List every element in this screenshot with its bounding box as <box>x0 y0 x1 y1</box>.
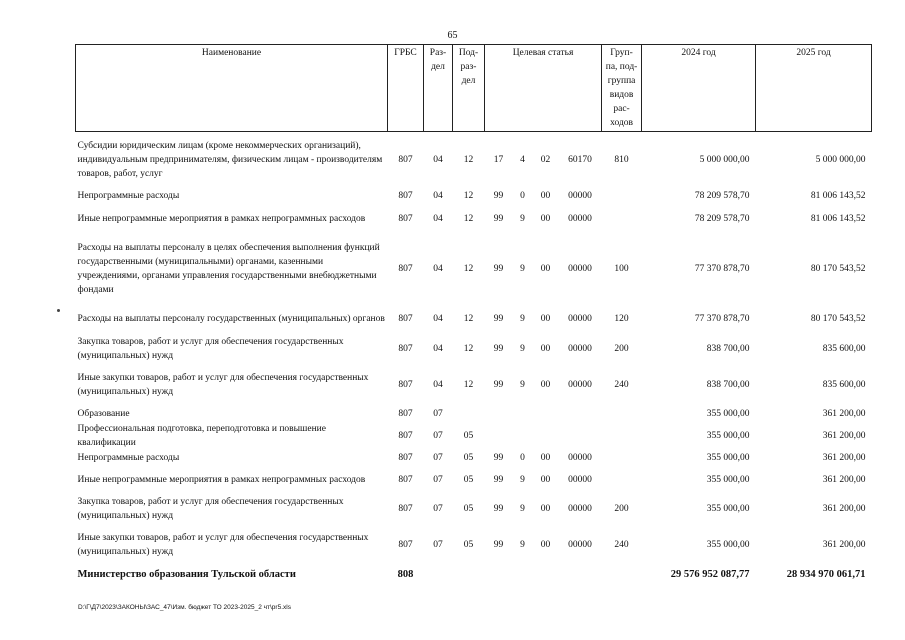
row-razdel: 07 <box>433 504 443 514</box>
row-2024: 77 370 878,70 <box>694 264 750 274</box>
row-cs1: 99 <box>493 504 504 514</box>
header-celevaya-statya: Целевая статья <box>485 45 602 132</box>
row-podrazdel: 12 <box>463 380 474 390</box>
row-vr <box>602 450 642 466</box>
row-grbs: 807 <box>398 155 413 165</box>
row-vr <box>602 204 642 234</box>
row-name: Непрограммные расходы <box>77 191 180 201</box>
row-razdel: 07 <box>433 475 443 485</box>
row-grbs: 807 <box>398 540 413 550</box>
stray-mark <box>57 309 60 312</box>
row-cs3 <box>533 422 559 450</box>
row-grbs: 807 <box>398 431 413 441</box>
table-row <box>76 334 872 364</box>
row-grbs: 807 <box>398 380 413 390</box>
row-name: Иные закупки товаров, работ и услуг для обеспечения государственных (муниципальных) нужд <box>77 373 369 397</box>
row-grbs: 807 <box>398 453 413 463</box>
row-2025: 361 200,00 <box>822 540 866 550</box>
row-2025: 361 200,00 <box>822 431 866 441</box>
row-cs2: 0 <box>520 191 525 201</box>
table-row <box>76 450 872 466</box>
header-podrazdel: Под- раз- дел <box>453 45 485 132</box>
row-cs4: 00000 <box>568 475 592 485</box>
table-row <box>76 204 872 234</box>
row-grbs: 807 <box>398 409 413 419</box>
row-podrazdel <box>453 406 485 422</box>
row-cs2: 9 <box>520 214 525 224</box>
row-cs1: 99 <box>493 380 504 390</box>
row-razdel <box>424 566 453 584</box>
row-cs2 <box>513 422 533 450</box>
row-grbs: 807 <box>398 344 413 354</box>
row-podrazdel: 12 <box>463 264 474 274</box>
row-name: Закупка товаров, работ и услуг для обеспечения государственных (муниципальных) нужд <box>77 337 344 361</box>
table-row <box>76 370 872 400</box>
row-cs3: 00 <box>540 475 551 485</box>
row-podrazdel: 05 <box>463 431 474 441</box>
row-2025: 361 200,00 <box>822 453 866 463</box>
table-row <box>76 304 872 334</box>
row-razdel: 04 <box>433 264 443 274</box>
row-cs4: 00000 <box>568 314 592 324</box>
row-cs2: 4 <box>520 155 525 165</box>
row-2025: 5 000 000,00 <box>815 155 866 165</box>
row-cs2: 9 <box>520 540 525 550</box>
row-grbs: 808 <box>397 569 414 580</box>
row-cs1: 99 <box>493 475 504 485</box>
row-cs3 <box>533 406 559 422</box>
row-vr <box>602 466 642 494</box>
row-cs3: 00 <box>540 344 551 354</box>
row-cs1 <box>485 422 513 450</box>
header-grbs: ГРБС <box>388 45 424 132</box>
table-row-total <box>76 566 872 584</box>
row-2025: 81 006 143,52 <box>810 214 866 224</box>
row-vr: 240 <box>614 380 629 390</box>
row-cs2: 9 <box>520 504 525 514</box>
row-2024: 355 000,00 <box>706 453 750 463</box>
row-cs3: 00 <box>540 264 551 274</box>
row-cs3: 00 <box>540 380 551 390</box>
row-razdel: 07 <box>433 540 443 550</box>
row-2024: 78 209 578,70 <box>694 191 750 201</box>
row-cs1: 99 <box>493 540 504 550</box>
row-cs4 <box>559 406 602 422</box>
row-vr <box>602 188 642 204</box>
row-2024: 78 209 578,70 <box>694 214 750 224</box>
row-grbs: 807 <box>398 264 413 274</box>
row-razdel: 04 <box>433 314 443 324</box>
row-name: Иные непрограммные мероприятия в рамках непрограммных расходов <box>77 475 366 485</box>
row-cs3: 00 <box>540 214 551 224</box>
table-row <box>76 466 872 494</box>
row-cs4 <box>559 566 602 584</box>
row-cs4: 00000 <box>568 264 592 274</box>
row-cs4: 00000 <box>568 380 592 390</box>
row-2024: 355 000,00 <box>706 504 750 514</box>
row-cs2: 9 <box>520 264 525 274</box>
row-2025: 361 200,00 <box>822 475 866 485</box>
row-cs1: 99 <box>493 214 504 224</box>
table-row <box>76 240 872 298</box>
row-2024: 355 000,00 <box>706 540 750 550</box>
row-name: Непрограммные расходы <box>77 453 180 463</box>
row-vr <box>602 566 642 584</box>
header-gruppa-vidov: Груп- па, под- группа видов рас- ходов <box>602 45 642 132</box>
row-podrazdel: 12 <box>463 191 474 201</box>
row-cs1: 99 <box>493 314 504 324</box>
row-cs1: 99 <box>493 453 504 463</box>
table-row <box>76 188 872 204</box>
row-2025: 361 200,00 <box>822 409 866 419</box>
row-2024: 838 700,00 <box>706 380 750 390</box>
row-razdel: 04 <box>433 214 443 224</box>
row-podrazdel: 05 <box>463 540 474 550</box>
row-2024: 29 576 952 087,77 <box>670 569 750 580</box>
row-cs4: 00000 <box>568 191 592 201</box>
row-cs1: 17 <box>493 155 504 165</box>
row-podrazdel: 12 <box>463 314 474 324</box>
row-cs3: 00 <box>540 453 551 463</box>
row-cs1: 99 <box>493 191 504 201</box>
row-2024: 355 000,00 <box>706 475 750 485</box>
file-path-footer: D:\Г\Д7\2023\ЗАКОНЫ\ЗАС_47\Изм. бюджет ТО 2023-2025_2 чт\pr5.xls <box>78 604 291 611</box>
page-number: 65 <box>447 30 458 41</box>
row-vr <box>602 406 642 422</box>
row-vr: 810 <box>614 155 629 165</box>
row-name: Министерство образования Тульской области <box>77 569 296 580</box>
row-cs1: 99 <box>493 264 504 274</box>
row-cs3: 02 <box>540 155 551 165</box>
row-2025: 835 600,00 <box>822 380 866 390</box>
row-razdel: 07 <box>433 409 443 419</box>
row-vr <box>602 422 642 450</box>
row-cs3 <box>533 566 559 584</box>
row-cs3: 00 <box>540 314 551 324</box>
row-name: Иные непрограммные мероприятия в рамках непрограммных расходов <box>77 214 366 224</box>
row-cs4: 60170 <box>568 155 592 165</box>
budget-table <box>75 44 872 584</box>
row-cs4: 00000 <box>568 540 592 550</box>
row-grbs: 807 <box>398 214 413 224</box>
row-razdel: 04 <box>433 191 443 201</box>
row-cs4: 00000 <box>568 214 592 224</box>
row-grbs: 807 <box>398 475 413 485</box>
table-row <box>76 422 872 450</box>
row-2025: 361 200,00 <box>822 504 866 514</box>
row-2025: 28 934 970 061,71 <box>786 569 866 580</box>
table-row <box>76 406 872 422</box>
row-2025: 835 600,00 <box>822 344 866 354</box>
table-row <box>76 530 872 560</box>
row-cs3: 00 <box>540 540 551 550</box>
row-cs2: 9 <box>520 380 525 390</box>
row-2025: 81 006 143,52 <box>810 191 866 201</box>
row-cs2 <box>513 406 533 422</box>
row-podrazdel: 05 <box>463 475 474 485</box>
row-cs2: 0 <box>520 453 525 463</box>
row-vr: 240 <box>614 540 629 550</box>
row-2024: 5 000 000,00 <box>699 155 750 165</box>
row-razdel: 07 <box>433 431 443 441</box>
header-name: Наименование <box>76 45 388 132</box>
row-vr: 100 <box>614 264 629 274</box>
row-cs4: 00000 <box>568 344 592 354</box>
row-grbs: 807 <box>398 191 413 201</box>
row-cs4: 00000 <box>568 504 592 514</box>
row-name: Образование <box>77 409 130 419</box>
row-razdel: 07 <box>433 453 443 463</box>
row-vr: 200 <box>614 504 629 514</box>
row-podrazdel: 12 <box>463 155 474 165</box>
table-row <box>76 138 872 182</box>
row-2024: 355 000,00 <box>706 431 750 441</box>
row-razdel: 04 <box>433 155 443 165</box>
header-2024: 2024 год <box>642 45 756 132</box>
row-cs2 <box>513 566 533 584</box>
row-cs2: 9 <box>520 475 525 485</box>
row-podrazdel <box>453 566 485 584</box>
row-vr: 120 <box>614 314 629 324</box>
row-cs3: 00 <box>540 504 551 514</box>
row-cs2: 9 <box>520 344 525 354</box>
row-cs1 <box>485 566 513 584</box>
row-cs1 <box>485 406 513 422</box>
row-grbs: 807 <box>398 504 413 514</box>
row-name: Расходы на выплаты персоналу в целях обеспечения выполнения функций государственными (муниципальными) органами, казенными учреждениями, органами управления государственными внебюджетными фондами <box>77 243 380 295</box>
row-name: Иные закупки товаров, работ и услуг для обеспечения государственных (муниципальных) нужд <box>77 533 369 557</box>
row-grbs: 807 <box>398 314 413 324</box>
row-2025: 80 170 543,52 <box>810 314 866 324</box>
row-2024: 77 370 878,70 <box>694 314 750 324</box>
row-cs4: 00000 <box>568 453 592 463</box>
row-2025: 80 170 543,52 <box>810 264 866 274</box>
header-2025: 2025 год <box>756 45 872 132</box>
row-name: Закупка товаров, работ и услуг для обеспечения государственных (муниципальных) нужд <box>77 497 344 521</box>
row-cs1: 99 <box>493 344 504 354</box>
row-cs4 <box>559 422 602 450</box>
row-name: Расходы на выплаты персоналу государственных (муниципальных) органов <box>77 314 385 324</box>
header-razdel: Раз- дел <box>424 45 453 132</box>
row-cs3: 00 <box>540 191 551 201</box>
row-podrazdel: 05 <box>463 453 474 463</box>
row-podrazdel: 12 <box>463 344 474 354</box>
row-podrazdel: 12 <box>463 214 474 224</box>
row-vr: 200 <box>614 344 629 354</box>
row-razdel: 04 <box>433 380 443 390</box>
row-razdel: 04 <box>433 344 443 354</box>
row-cs2: 9 <box>520 314 525 324</box>
row-name: Профессиональная подготовка, переподготовка и повышение квалификации <box>77 424 326 448</box>
row-2024: 838 700,00 <box>706 344 750 354</box>
row-name: Субсидии юридическим лицам (кроме некоммерческих организаций), индивидуальным предпринимателям, физическим лицам - производителям товаров, работ, услуг <box>77 141 383 179</box>
row-podrazdel: 05 <box>463 504 474 514</box>
row-2024: 355 000,00 <box>706 409 750 419</box>
table-row <box>76 494 872 524</box>
